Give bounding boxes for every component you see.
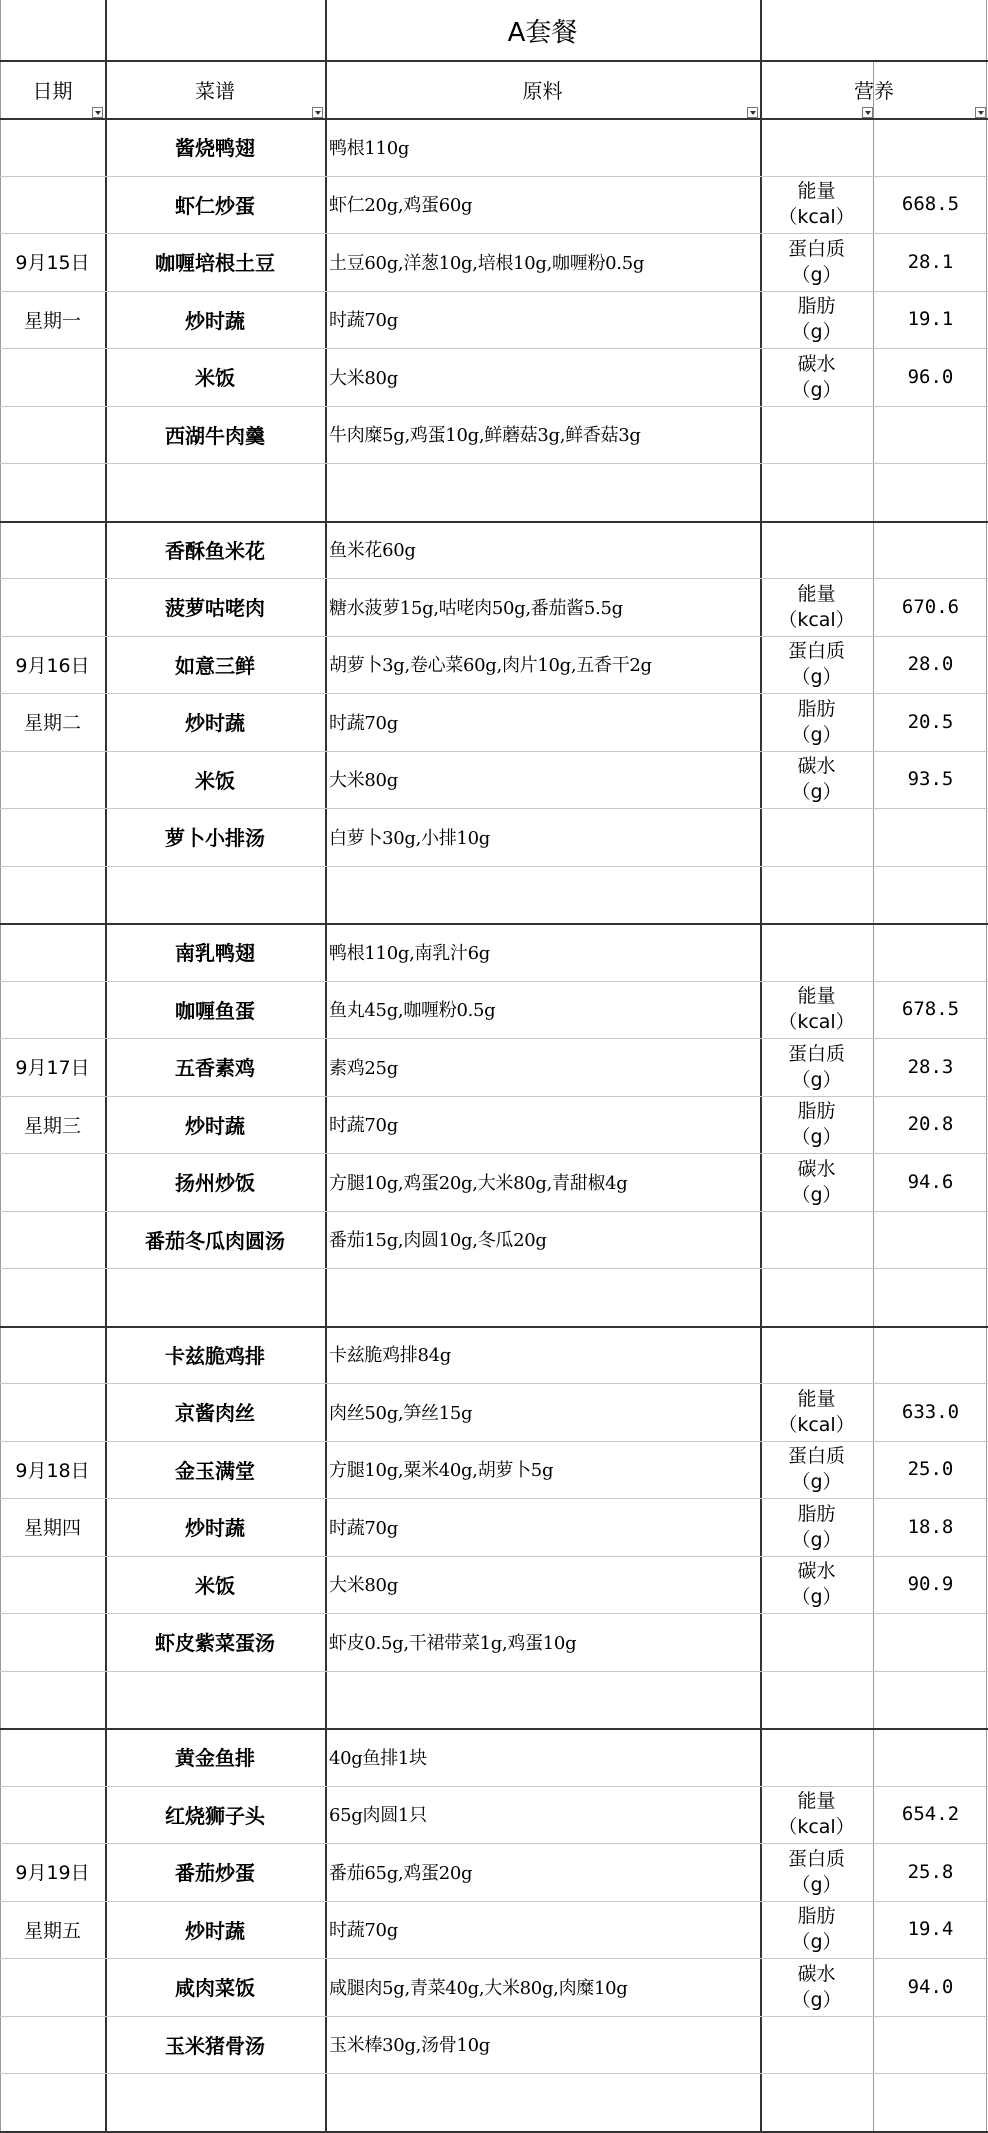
nutrition-label-name: 蛋白质 [787, 640, 845, 663]
dish-ingredients: 牛肉糜5g,鸡蛋10g,鲜蘑菇3g,鲜香菇3g [329, 425, 641, 447]
dish-ingredients: 虾仁20g,鸡蛋60g [329, 195, 473, 217]
nutrition-label-name: 碳水 [797, 1157, 836, 1180]
dish-ingredients: 白萝卜30g,小排10g [329, 827, 490, 849]
nutrition-label-unit: （g） [791, 666, 842, 689]
nutrition-label [760, 176, 873, 234]
dish-ingredients: 时蔬70g [329, 1920, 398, 1942]
dish-name: 咖喱培根土豆 [155, 251, 275, 276]
nutrition-label [760, 233, 873, 291]
dish-name: 虾皮紫菜蛋汤 [155, 1631, 275, 1656]
dish-name [105, 1671, 325, 1729]
nutrition-label-unit: （kcal） [778, 1011, 855, 1034]
dish-name: 番茄冬瓜肉圆汤 [145, 1228, 285, 1253]
nutrition-label-unit: （g） [791, 1528, 842, 1551]
dish-name: 香酥鱼米花 [165, 538, 265, 563]
filter-dropdown-icon[interactable] [92, 107, 103, 118]
nutrition-value: 633.0 [901, 1400, 960, 1423]
header-date: 日期 [32, 78, 73, 103]
menu-title: A套餐 [507, 17, 578, 48]
nutrition-value: 678.5 [901, 998, 960, 1021]
nutrition-value: 668.5 [901, 193, 960, 216]
header-nutrition: 营养 [854, 78, 894, 103]
nutrition-value: 18.8 [907, 1515, 954, 1538]
nutrition-label [760, 1498, 873, 1556]
day-weekday: 星期五 [23, 1919, 81, 1942]
nutrition-label [760, 1786, 873, 1844]
dish-ingredients: 方腿10g,鸡蛋20g,大米80g,青甜椒4g [329, 1172, 628, 1194]
day-date: 9月17日 [15, 1057, 90, 1080]
nutrition-label-unit: （kcal） [778, 1413, 855, 1436]
nutrition-value: 25.0 [907, 1458, 954, 1481]
dish-ingredients: 鸭根110g,南乳汁6g [329, 942, 490, 964]
nutrition-value: 90.9 [907, 1573, 954, 1596]
nutrition-label [760, 1383, 873, 1441]
dish-name [105, 866, 325, 924]
grid-hline [0, 60, 988, 62]
nutrition-value: 94.6 [907, 1170, 954, 1193]
dish-name [105, 463, 325, 521]
dish-name: 菠萝咕咾肉 [165, 596, 265, 621]
nutrition-label [760, 1153, 873, 1211]
dish-name: 炒时蔬 [185, 1918, 245, 1943]
nutrition-value: 28.3 [907, 1055, 954, 1078]
day-weekday: 星期二 [23, 712, 81, 735]
dish-name: 扬州炒饭 [175, 1171, 255, 1196]
dish-ingredients: 大米80g [329, 1575, 398, 1597]
nutrition-label-name: 能量 [797, 1387, 836, 1410]
filter-dropdown-icon[interactable] [975, 107, 986, 118]
nutrition-label-name: 能量 [797, 985, 836, 1008]
filter-dropdown-icon[interactable] [862, 107, 873, 118]
dish-ingredients: 40g鱼排1块 [329, 1747, 427, 1769]
dish-name: 炒时蔬 [185, 711, 245, 736]
dish-name: 炒时蔬 [185, 1113, 245, 1138]
nutrition-value: 670.6 [901, 595, 960, 618]
nutrition-label-unit: （g） [791, 723, 842, 746]
nutrition-value: 94.0 [907, 1975, 954, 1998]
dish-name: 炒时蔬 [185, 308, 245, 333]
dish-ingredients: 番茄15g,肉圆10g,冬瓜20g [329, 1230, 547, 1252]
filter-dropdown-icon[interactable] [312, 107, 323, 118]
nutrition-value: 96.0 [907, 365, 954, 388]
nutrition-label-name: 脂肪 [797, 1100, 836, 1123]
nutrition-value: 25.8 [907, 1860, 954, 1883]
nutrition-label-unit: （g） [791, 1126, 842, 1149]
nutrition-label [760, 1038, 873, 1096]
dish-ingredients [325, 1671, 760, 1729]
dish-ingredients: 大米80g [329, 770, 398, 792]
dish-name: 玉米猪骨汤 [165, 2033, 265, 2058]
nutrition-value: 19.1 [907, 308, 954, 331]
nutrition-label-name: 蛋白质 [787, 1847, 845, 1870]
nutrition-label-unit: （kcal） [778, 206, 855, 229]
dish-name: 五香素鸡 [175, 1056, 255, 1081]
header-menu: 菜谱 [195, 78, 235, 103]
dish-ingredients: 65g肉圆1只 [329, 1805, 427, 1827]
nutrition-value: 28.1 [907, 250, 954, 273]
dish-name: 金玉满堂 [175, 1458, 255, 1483]
day-date: 9月16日 [15, 654, 90, 677]
dish-ingredients [325, 2073, 760, 2131]
dish-ingredients [325, 866, 760, 924]
nutrition-value: 654.2 [901, 1803, 960, 1826]
dish-name: 米饭 [195, 366, 235, 391]
nutrition-label [760, 981, 873, 1039]
day-date: 9月19日 [15, 1862, 90, 1885]
dish-ingredients: 土豆60g,洋葱10g,培根10g,咖喱粉0.5g [329, 252, 645, 274]
dish-ingredients: 素鸡25g [329, 1057, 398, 1079]
nutrition-label-unit: （g） [791, 263, 842, 286]
dish-name: 如意三鲜 [175, 653, 255, 678]
dish-ingredients: 鱼米花60g [329, 540, 416, 562]
dish-ingredients [325, 1268, 760, 1326]
dish-name: 虾仁炒蛋 [175, 193, 255, 218]
nutrition-label-name: 脂肪 [797, 697, 836, 720]
nutrition-label-unit: （g） [791, 1931, 842, 1954]
nutrition-label-name: 能量 [797, 582, 836, 605]
dish-name: 咖喱鱼蛋 [175, 998, 255, 1023]
dish-ingredients: 时蔬70g [329, 310, 398, 332]
nutrition-label-unit: （g） [791, 1988, 842, 2011]
dish-name: 炒时蔬 [185, 1516, 245, 1541]
nutrition-label-unit: （g） [791, 1586, 842, 1609]
day-weekday: 星期三 [23, 1114, 81, 1137]
nutrition-label-name: 碳水 [797, 1962, 836, 1985]
day-date: 9月18日 [15, 1459, 90, 1482]
nutrition-label-name: 碳水 [797, 352, 836, 375]
dish-ingredients: 大米80g [329, 367, 398, 389]
nutrition-label [760, 291, 873, 349]
dish-ingredients: 方腿10g,粟米40g,胡萝卜5g [329, 1460, 554, 1482]
nutrition-label-name: 碳水 [797, 1560, 836, 1583]
nutrition-label [760, 1096, 873, 1154]
dish-name: 红烧狮子头 [165, 1803, 265, 1828]
dish-ingredients: 鸭根110g [329, 137, 410, 159]
filter-dropdown-icon[interactable] [747, 107, 758, 118]
dish-ingredients: 时蔬70g [329, 1517, 398, 1539]
header-ingredients: 原料 [522, 78, 563, 103]
nutrition-label-name: 蛋白质 [787, 1445, 845, 1468]
nutrition-value: 20.5 [907, 710, 954, 733]
nutrition-label [760, 1556, 873, 1614]
nutrition-label-unit: （g） [791, 1068, 842, 1091]
nutrition-label-name: 碳水 [797, 755, 836, 778]
dish-ingredients: 肉丝50g,笋丝15g [329, 1402, 473, 1424]
nutrition-label-unit: （kcal） [778, 1816, 855, 1839]
nutrition-label [760, 348, 873, 406]
dish-ingredients: 鱼丸45g,咖喱粉0.5g [329, 1000, 496, 1022]
dish-name: 南乳鸭翅 [175, 941, 255, 966]
dish-ingredients: 玉米棒30g,汤骨10g [329, 2035, 490, 2057]
nutrition-label-name: 脂肪 [797, 295, 836, 318]
dish-name: 米饭 [195, 768, 235, 793]
dish-name: 咸肉菜饭 [175, 1976, 255, 2001]
dish-name: 西湖牛肉羹 [165, 423, 265, 448]
day-weekday: 星期四 [23, 1517, 81, 1540]
dish-name: 酱烧鸭翅 [175, 136, 255, 161]
nutrition-label [760, 1843, 873, 1901]
nutrition-label [760, 1958, 873, 2016]
dish-name: 萝卜小排汤 [165, 826, 265, 851]
dish-ingredients: 时蔬70g [329, 1115, 398, 1137]
nutrition-value: 28.0 [907, 653, 954, 676]
dish-ingredients: 咸腿肉5g,青菜40g,大米80g,肉糜10g [329, 1977, 628, 1999]
nutrition-label-name: 能量 [797, 1790, 836, 1813]
dish-name: 卡兹脆鸡排 [165, 1343, 265, 1368]
nutrition-value: 19.4 [907, 1918, 954, 1941]
dish-ingredients: 胡萝卜3g,卷心菜60g,肉片10g,五香干2g [329, 655, 652, 677]
dish-ingredients: 时蔬70g [329, 712, 398, 734]
nutrition-label [760, 751, 873, 809]
nutrition-label-name: 蛋白质 [787, 237, 845, 260]
dish-name: 黄金鱼排 [175, 1746, 255, 1771]
nutrition-label [760, 1901, 873, 1959]
nutrition-label [760, 636, 873, 694]
day-date: 9月15日 [15, 252, 90, 275]
nutrition-label-unit: （kcal） [778, 608, 855, 631]
nutrition-label-unit: （g） [791, 1183, 842, 1206]
nutrition-label-unit: （g） [791, 781, 842, 804]
nutrition-value: 93.5 [907, 768, 954, 791]
dish-ingredients: 番茄65g,鸡蛋20g [329, 1862, 473, 1884]
nutrition-label [760, 1441, 873, 1499]
nutrition-label-name: 脂肪 [797, 1905, 836, 1928]
nutrition-label-name: 脂肪 [797, 1502, 836, 1525]
dish-ingredients: 虾皮0.5g,干裙带菜1g,鸡蛋10g [329, 1632, 577, 1654]
dish-name [105, 2073, 325, 2131]
dish-name: 番茄炒蛋 [175, 1861, 255, 1886]
nutrition-label [760, 578, 873, 636]
dish-ingredients: 糖水菠萝15g,咕咾肉50g,番茄酱5.5g [329, 597, 623, 619]
dish-name: 米饭 [195, 1573, 235, 1598]
dish-ingredients: 卡兹脆鸡排84g [329, 1345, 452, 1367]
dish-ingredients [325, 463, 760, 521]
day-weekday: 星期一 [23, 309, 81, 332]
nutrition-label-unit: （g） [791, 1471, 842, 1494]
nutrition-label-name: 能量 [797, 180, 836, 203]
nutrition-label [760, 693, 873, 751]
dish-name [105, 1268, 325, 1326]
nutrition-label-name: 蛋白质 [787, 1042, 845, 1065]
dish-name: 京酱肉丝 [175, 1401, 255, 1426]
nutrition-value: 20.8 [907, 1113, 954, 1136]
nutrition-label-unit: （g） [791, 378, 842, 401]
nutrition-label-unit: （g） [791, 1873, 842, 1896]
nutrition-label-unit: （g） [791, 321, 842, 344]
